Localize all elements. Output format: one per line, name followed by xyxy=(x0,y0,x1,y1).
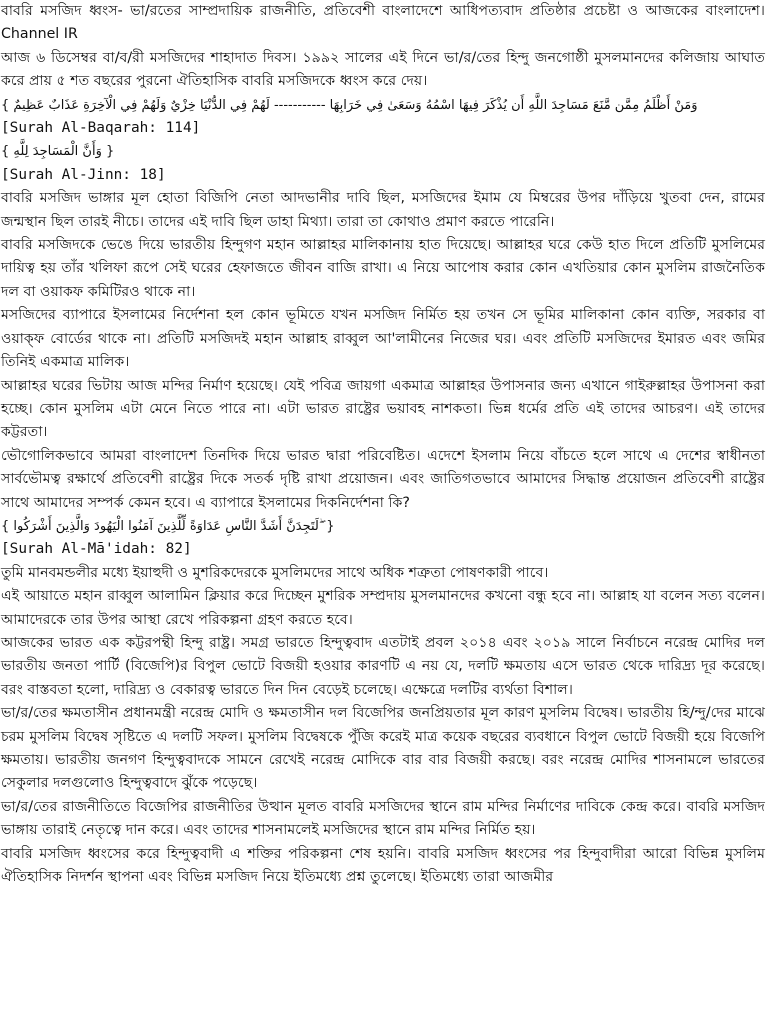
paragraph: ভা/র/তের ক্ষমতাসীন প্রধানমন্ত্রী নরেন্দ্র মোদি ও ক্ষমতাসীন দল বিজেপির জনপ্রিয়তার মূল কারণ মুসলিম বিদ্বেষ। ভারতীয় হি/ন্দু/দের মাঝে চরম মুসলিম বিদ্বেষ সৃষ্টিতে এ দলটি সফল। মুসলিম বিদ্বেষকে পুঁজি করেই মাত্র কয়েক বছরের ব্যবধানে বিপুল ভোটে বিজয়ী হয়ে বিজেপি ক্ষমতায়। ভারতীয় জনগণ হিন্দুত্ববাদকে সামনে রেখেই নরেন্দ্র মোদিকে বার বার বিজয়ী করছে। বরং নরেন্দ্র মোদির শাসনামলে ভারতের সেকুলার দলগুলোও হিন্দুত্ববাদে ঝুঁকে পড়েছে। xyxy=(1,705,765,792)
paragraph: বাবরি মসজিদকে ভেঙে দিয়ে ভারতীয় হিন্দুগণ মহান আল্লাহর মালিকানায় হাত দিয়েছে। আল্লাহর ঘরে কেউ হাত দিলে প্রতিটি মুসলিমের দায়িত্ব হয় তাঁর খলিফা রূপে সেই ঘরের হেফাজতে জীবন বাজি রাখা। এ নিয়ে আপোষ করার কোন এখতিয়ার কোন মুসলিম রাজনৈতিক দল বা ওয়াকফ কমিটিরও থাকে না। xyxy=(1,237,765,300)
paragraph-intro: আজ ৬ ডিসেম্বর বা/ব/রী মসজিদের শাহাদাত দিবস। ১৯৯২ সালের এই দিনে ভা/র/তের হিন্দু জনগোষ্ঠী মুসলমানদের কলিজায় আঘাত করে প্রায় ৫ শত বছরের পুরনো ঐতিহাসিক বাবরি মসজিদকে ধ্বংস করে দেয়। xyxy=(1,49,765,90)
paragraph: এই আয়াতে মহান রাব্বুল আলামিন ক্লিয়ার করে দিচ্ছেন মুশরিক সম্প্রদায় মুসলমানদের কখনো বন্ধু হবে না। আল্লাহ যা বলেন সত্য বলেন। আমাদেরকে তার উপর আস্থা রেখে পরিকল্পনা গ্রহণ করতে হবে। xyxy=(1,588,765,628)
arabic-verse-baqarah: { وَمَنْ أَظْلَمُ مِمَّن مَّنَعَ مَسَاجِدَ اللَّهِ أَن يُذْكَرَ فِيهَا اسْمُهُ وَسَعَىٰ فِي خَرَابِهَا ----------- لَهُمْ فِي الدُّنْيَا خِزْيٌ وَلَهُمْ فِي الْآخِرَةِ عَذَابٌ عَظِيمٌ xyxy=(1,97,698,113)
paragraph-title: বাবরি মসজিদ ধ্বংস- ভা/রতের সাম্প্রদায়িক রাজনীতি, প্রতিবেশী বাংলাদেশে আধিপত্যবাদ প্রতিষ্ঠার প্রচেষ্টা ও আজকের বাংলাদেশ। Channel IR xyxy=(1,3,765,43)
paragraph: বাবরি মসজিদ ভাঙ্গার মূল হোতা বিজিপি নেতা আদভানীর দাবি ছিল, মসজিদের ইমাম যে মিম্বরের উপর দাঁড়িয়ে খুতবা দেন, রামের জন্মস্থান ছিল তারই নীচে। তাদের এই দাবি ছিল ডাহা মিথ্যা। তারা তা কোথাও প্রমাণ করতে পারেনি। xyxy=(1,190,765,230)
paragraph: আজকের ভারত এক কট্টরপন্থী হিন্দু রাষ্ট্র। সমগ্র ভারতে হিন্দুত্ববাদ এতটাই প্রবল ২০১৪ এবং ২০১৯ সালে নির্বাচনে নরেন্দ্র মোদির দল ভারতীয় জনতা পার্টি (বিজেপি)র বিপুল ভোটে বিজয়ী হওয়ার কারণটি এ নয় যে, দলটি ক্ষমতায় এসে ভারত থেকে দারিদ্র্য দূর করেছে। বরং বাস্তবতা হলো, দারিদ্র্য ও বেকারত্ব ভারতে দিন দিন বেড়েই চলেছে। এক্ষেত্রে দলটির ব্যর্থতা বিশাল। xyxy=(1,634,765,698)
verse-reference-baqarah: [Surah Al-Baqarah: 114] xyxy=(1,120,201,137)
paragraph: ভা/র/তের রাজনীতিতে বিজেপির রাজনীতির উত্থান মূলত বাবরি মসজিদের স্থানে রাম মন্দির নির্মাণের দাবিকে কেন্দ্র করে। বাবরি মসজিদ ভাঙ্গায় তারাই নেতৃত্বে দান করে। এবং তাদের শাসনামলেই মসজিদের স্থানে রাম মন্দির নির্মিত হয়। xyxy=(1,798,765,839)
verse-reference-jinn: [Surah Al-Jinn: 18] xyxy=(1,166,166,183)
paragraph: তুমি মানবমন্ডলীর মধ্যে ইয়াহুদী ও মুশরিকদেরকে মুসলিমদের সাথে অধিক শত্রুতা পোষণকারী পাবে। xyxy=(1,564,549,581)
paragraph: মসজিদের ব্যাপারে ইসলামের নির্দেশনা হল কোন ভূমিতে যখন মসজিদ নির্মিত হয় তখন সে ভূমির মালিকানা কোন ব্যক্তি, সরকার বা ওয়াক্ফ বোর্ডের থাকে না। প্রতিটি মসজিদই মহান আল্লাহ রাব্বুল আ'লামীনের নিজের ঘর। এবং প্রতিটি মসজিদের ইমারত এবং জমির তিনিই একমাত্র মালিক। xyxy=(1,307,765,371)
paragraph: আল্লাহর ঘরের ভিটায় আজ মন্দির নির্মাণ হয়েছে। যেই পবিত্র জায়গা একমাত্র আল্লাহর উপাসনার জন্য এখানে গাইরুল্লাহর উপাসনা করা হচ্ছে। কোন মুসলিম এটা মেনে নিতে পারে না। এটা ভারত রাষ্ট্রের ভয়াবহ নাশকতা। ভিন্ন ধর্মের প্রতি এই তাদের আচরণ। এই তাদের কট্টরতা। xyxy=(1,377,765,441)
paragraph: বাবরি মসজিদ ধ্বংসের করে হিন্দুত্ববাদী এ শক্তির পরিকল্পনা শেষ হয়নি। বাবরি মসজিদ ধ্বংসের পর হিন্দুবাদীরা আরো বিভিন্ন মুসলিম ঐতিহাসিক নিদর্শন স্থাপনা এবং বিভিন্ন মসজিদ নিয়ে ইতিমধ্যে প্রশ্ন তুলেছে। ইতিমধ্যে তারা আজমীর xyxy=(1,845,765,886)
arabic-verse-maidah: { لَتَجِدَنَّ أَشَدَّ النَّاسِ عَدَاوَةً لِّلَّذِينَ آمَنُوا الْيَهُودَ وَالَّذِينَ أَشْرَكُوا ۖ } xyxy=(1,518,335,534)
verse-reference-maidah: [Surah Al-Mā'idah: 82] xyxy=(1,541,192,558)
arabic-verse-jinn: { وَأَنَّ الْمَسَاجِدَ لِلَّهِ } xyxy=(1,144,115,160)
paragraph: ভৌগোলিকভাবে আমরা বাংলাদেশ তিনদিক দিয়ে ভারত দ্বারা পরিবেষ্টিত। এদেশে ইসলাম নিয়ে বাঁচতে হলে সাথে এ দেশের স্বাধীনতা সার্বভৌমত্ব রক্ষার্থে প্রতিবেশী রাষ্ট্রের দিকে সতর্ক দৃষ্টি রাখা প্রয়োজন। এবং জাতিগতভাবে আমাদের সিদ্ধান্ত প্রয়োজন প্রতিবেশী রাষ্ট্রের সাথে আমাদের সম্পর্ক কেমন হবে। এ ব্যাপারে ইসলামের দিকনির্দেশনা কি? xyxy=(1,447,765,511)
